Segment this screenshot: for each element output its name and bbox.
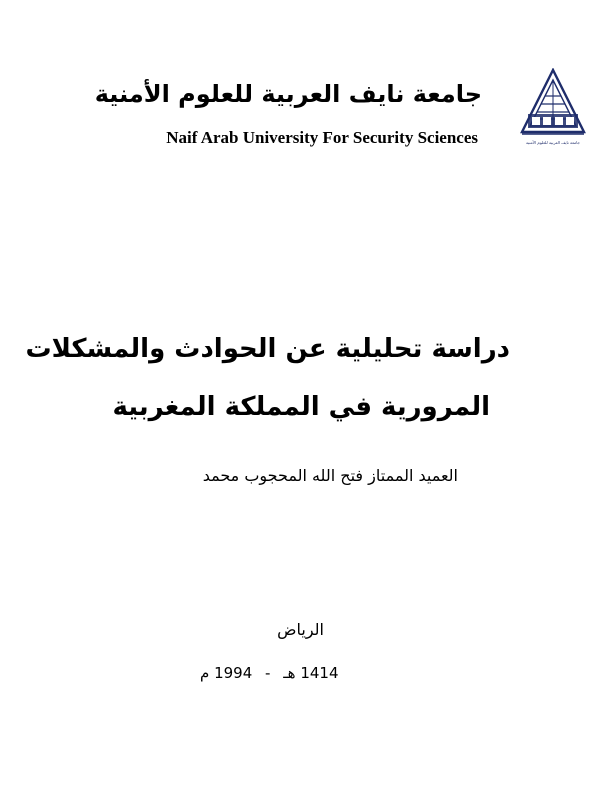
document-title-line-2: المرورية في المملكة المغربية bbox=[112, 392, 490, 422]
university-name-english: Naif Arab University For Security Sciences bbox=[166, 128, 478, 147]
gregorian-year: 1994 bbox=[214, 664, 253, 682]
university-pyramid-logo-icon bbox=[518, 68, 588, 150]
publication-date bbox=[200, 664, 390, 682]
date-separator: - bbox=[265, 664, 271, 682]
university-name-arabic: جامعة نايف العربية للعلوم الأمنية bbox=[94, 80, 482, 108]
hijri-year: 1414 bbox=[300, 664, 339, 682]
logo-caption: جامعة نايف العربية للعلوم الأمنية bbox=[526, 140, 580, 145]
author-name: العميد الممتاز فتح الله المحجوب محمد bbox=[202, 466, 458, 485]
publication-city: الرياض bbox=[277, 620, 324, 639]
page-header bbox=[60, 68, 590, 158]
document-title-line-1: دراسة تحليلية عن الحوادث والمشكلات bbox=[25, 334, 510, 364]
hijri-suffix: هـ bbox=[283, 664, 296, 682]
gregorian-suffix: م bbox=[200, 664, 210, 682]
